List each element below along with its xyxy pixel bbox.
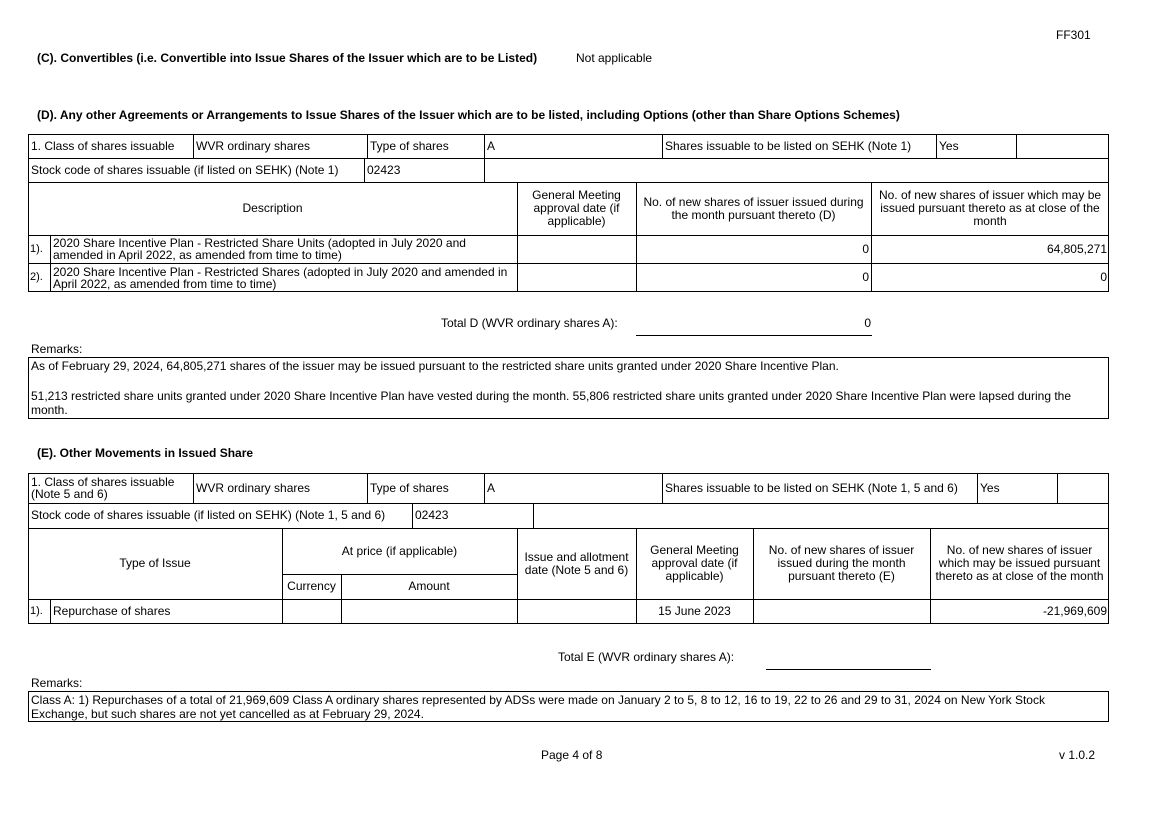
d-remarks-line-1: As of February 29, 2024, 64,805,271 shares of the issuer may be issued pursuant to the restricted share units granted under 2020 Share Incentive Plan. [31,359,839,373]
d-listed-value: Yes [939,138,959,153]
d-remarks-label: Remarks: [31,342,83,356]
d-row-may-issue: 64,805,271 [1046,241,1107,256]
d-row-issued: 0 [862,270,869,284]
e-total-label: Total E (WVR ordinary shares A): [558,650,735,664]
d-stock-code-value: 02423 [367,162,401,177]
d-row-num: 2). [30,271,43,283]
d-total-value: 0 [864,316,871,330]
d-type-value: A [487,138,496,153]
e-type-value: A [487,480,496,495]
e-type-label: Type of shares [370,480,449,495]
form-id: FF301 [1056,28,1091,42]
e-row-amount [341,599,517,624]
version: v 1.0.2 [1059,748,1096,762]
d-class-label: 1. Class of shares issuable [31,138,175,153]
d-row-gm-date [517,263,636,292]
e-header-issue-date: Issue and allotment date (Note 5 and 6) [524,549,629,577]
section-e-title: (E). Other Movements in Issued Share [37,446,254,460]
section-d-title: (D). Any other Agreements or Arrangements to Issue Shares of the Issuer which are to be listed, including Options (other than Share Options Schemes) [37,108,900,122]
e-stock-code-value: 02423 [415,508,449,522]
e-listed-value: Yes [980,480,1000,495]
e-header-new-shares-issued: No. of new shares of issuer issued during the month pursuant thereto (E) [768,543,915,583]
d-row-may-issue: 0 [1100,270,1107,284]
e-header-type-of-issue: Type of Issue [119,556,191,570]
e-row-currency [282,599,341,624]
e-stock-code-label: Stock code of shares issuable (if listed on SEHK) (Note 1, 5 and 6) [31,508,386,522]
e-header-new-shares-may-issue: No. of new shares of issuer which may be issued pursuant thereto as at close of the month [935,543,1104,583]
e-row-gm-date: 15 June 2023 [658,604,731,618]
e-total-underline [766,669,931,670]
d-class-value: WVR ordinary shares [196,138,311,153]
d-type-label: Type of shares [370,138,449,153]
d-header-gm-approval: General Meeting approval date (if applicable) [532,188,621,228]
d-total-underline [636,335,872,336]
d-row-description: 2020 Share Incentive Plan - Restricted Shares (adopted in July 2020 and amended in April 2022, as amended from time to time) [53,264,508,291]
d-row-issued: 0 [862,241,869,256]
e-header-gm-approval: General Meeting approval date (if applicable) [650,543,739,583]
d-row-gm-date [517,235,636,263]
d-remarks-line-2: 51,213 restricted share units granted under 2020 Share Incentive Plan have vested during the month. 55,806 restricted share units granted under 2020 Share Incentive Plan were lapsed during the month. [31,389,1072,417]
d-header-description: Description [242,201,303,215]
e-header-amount: Amount [408,579,450,593]
e-header-currency: Currency [287,579,336,593]
e-remarks-text: Class A: 1) Repurchases of a total of 21,969,609 Class A ordinary shares represented by ADSs were made on January 2 to 5, 8 to 12, 16 to 19, 22 to 26 and 29 to 31, 2024 on New York Stock Exchange, but such shares are not yet cancelled as at February 29, 2024. [31,693,1045,721]
e-listed-label: Shares issuable to be listed on SEHK (Note 1, 5 and 6) [665,480,958,495]
e-row-issue-date [517,599,636,624]
d-stock-code-label: Stock code of shares issuable (if listed on SEHK) (Note 1) [31,162,339,177]
d-listed-label: Shares issuable to be listed on SEHK (Note 1) [665,138,912,153]
section-c-title: (C). Convertibles (i.e. Convertible into Issue Shares of the Issuer which are to be Listed) [37,51,538,65]
section-c-value: Not applicable [576,51,653,65]
page-number: Page 4 of 8 [541,748,603,762]
e-row-may-issue: -21,969,609 [1042,604,1107,618]
e-remarks-label: Remarks: [31,676,83,690]
d-total-label: Total D (WVR ordinary shares A): [441,316,618,330]
e-class-value: WVR ordinary shares [196,480,311,495]
e-class-label: 1. Class of shares issuable (Note 5 and 6) [31,475,175,501]
d-header-new-shares-issued: No. of new shares of issuer issued during the month pursuant thereto (D) [643,194,864,222]
e-row-issued [753,599,930,624]
d-row-num: 1). [30,242,43,255]
e-header-at-price: At price (if applicable) [341,543,458,558]
e-row-type: Repurchase of shares [53,604,171,618]
e-row-num: 1). [30,605,43,617]
d-header-new-shares-may-issue: No. of new shares of issuer which may be issued pursuant thereto as at close of the month [878,188,1102,228]
d-row-description: 2020 Share Incentive Plan - Restricted Share Units (adopted in July 2020 and amended in April 2022, as amended from time to time) [53,236,466,262]
